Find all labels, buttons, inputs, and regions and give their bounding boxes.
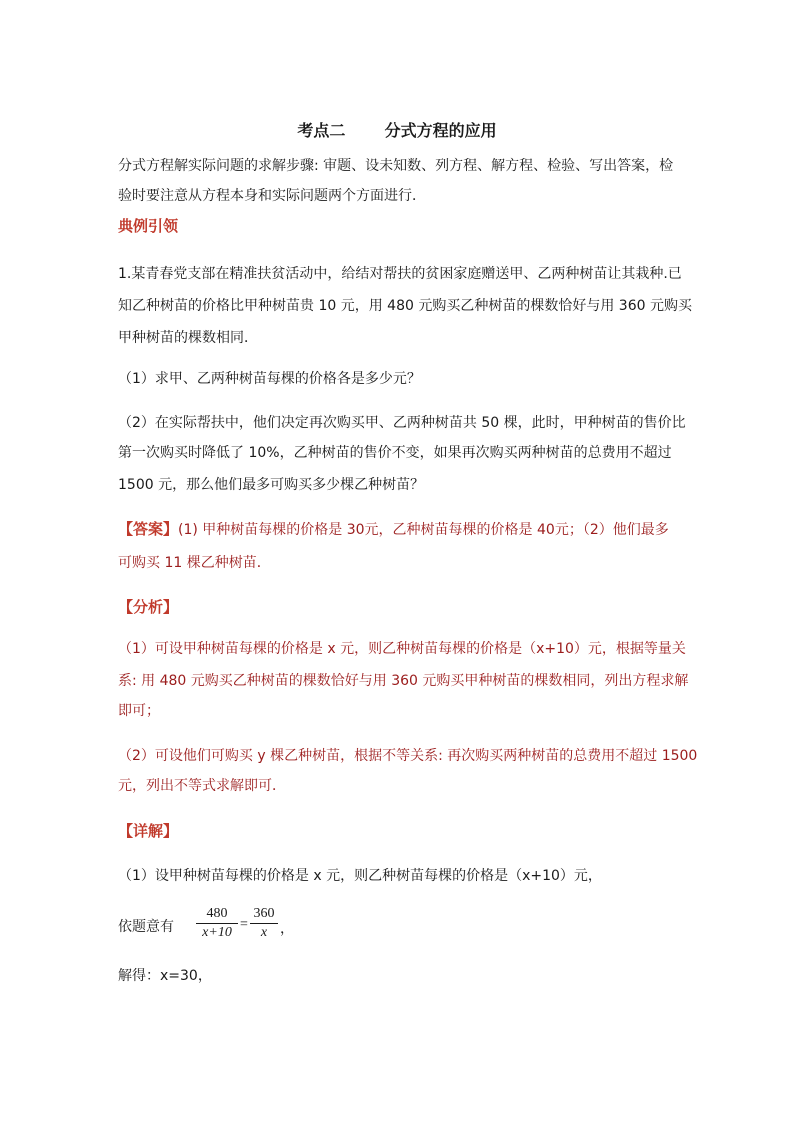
section-heading: 典例引领 — [118, 217, 179, 235]
fraction-2-bar — [250, 923, 278, 924]
detail-line-1: （1）设甲种树苗每棵的价格是 x 元，则乙种树苗每棵的价格是（x+10）元， — [118, 868, 602, 884]
intro-line-2: 验时要注意从方程本身和实际问题两个方面进行． — [118, 188, 426, 204]
fraction-1 — [196, 906, 238, 941]
answer-text-1: (1) 甲种树苗每棵的价格是 30元，乙种树苗每棵的价格是 40元；（2）他们最多 — [178, 522, 669, 538]
fraction-2-denominator: x — [260, 925, 268, 940]
title-part2: 分式方程的应用 — [384, 121, 497, 140]
problem-line-2: 知乙种树苗的价格比甲种树苗贵 10 元，用 480 元购买乙种树苗的棵数恰好与用 360 元购买 — [118, 298, 692, 314]
equals-sign: = — [240, 917, 248, 932]
detail-label: 【详解】 — [118, 822, 179, 840]
fraction-2 — [250, 906, 278, 941]
question-2-line-3: 1500 元，那么他们最多可购买多少棵乙种树苗？ — [118, 477, 425, 493]
question-2-line-2: 第一次购买时降低了 10%，乙种树苗的售价不变，如果再次购买两种树苗的总费用不超过 — [118, 445, 672, 461]
question-2-line-1: （2）在实际帮扶中，他们决定再次购买甲、乙两种树苗共 50 棵，此时，甲种树苗的售价比 — [118, 415, 686, 431]
fraction-1-denominator: x+10 — [202, 925, 232, 940]
intro-line-1: 分式方程解实际问题的求解步骤: 审题、设未知数、列方程、解方程、检验、写出答案，检 — [118, 158, 674, 174]
problem-line-1: 1.某青春党支部在精准扶贫活动中，给结对帮扶的贫困家庭赠送甲、乙两种树苗让其栽种.已 — [118, 266, 682, 282]
title-part1: 考点二 — [297, 121, 346, 140]
analysis-p2-line-2: 元，列出不等式求解即可． — [118, 778, 286, 794]
fraction-1-numerator: 480 — [206, 906, 228, 921]
question-1: （1）求甲、乙两种树苗每棵的价格各是多少元？ — [118, 371, 421, 387]
analysis-p1-line-3: 即可； — [118, 703, 160, 719]
analysis-label: 【分析】 — [118, 598, 179, 616]
fraction-1-bar — [196, 923, 238, 924]
equation-suffix: ， — [280, 921, 294, 937]
equation-prefix: 依题意有 — [118, 919, 174, 935]
analysis-p1-line-1: （1）可设甲种树苗每棵的价格是 x 元，则乙种树苗每棵的价格是（x+10）元，根据等量关 — [118, 641, 686, 657]
analysis-p2-line-1: （2）可设他们可购买 y 棵乙种树苗，根据不等关系: 再次购买两种树苗的总费用不超过 1500 — [118, 748, 698, 764]
answer-label: 【答案】 — [118, 520, 179, 538]
page-title — [0, 118, 794, 141]
answer-line-1 — [118, 520, 669, 539]
fraction-2-numerator: 360 — [253, 906, 275, 921]
solve-line: 解得：x=30， — [118, 968, 212, 984]
analysis-p1-line-2: 系: 用 480 元购买乙种树苗的棵数恰好与用 360 元购买甲种树苗的棵数相同，列出方程求解 — [118, 673, 689, 689]
problem-line-3: 甲种树苗的棵数相同． — [118, 330, 258, 346]
answer-line-2: 可购买 11 棵乙种树苗． — [118, 555, 271, 571]
